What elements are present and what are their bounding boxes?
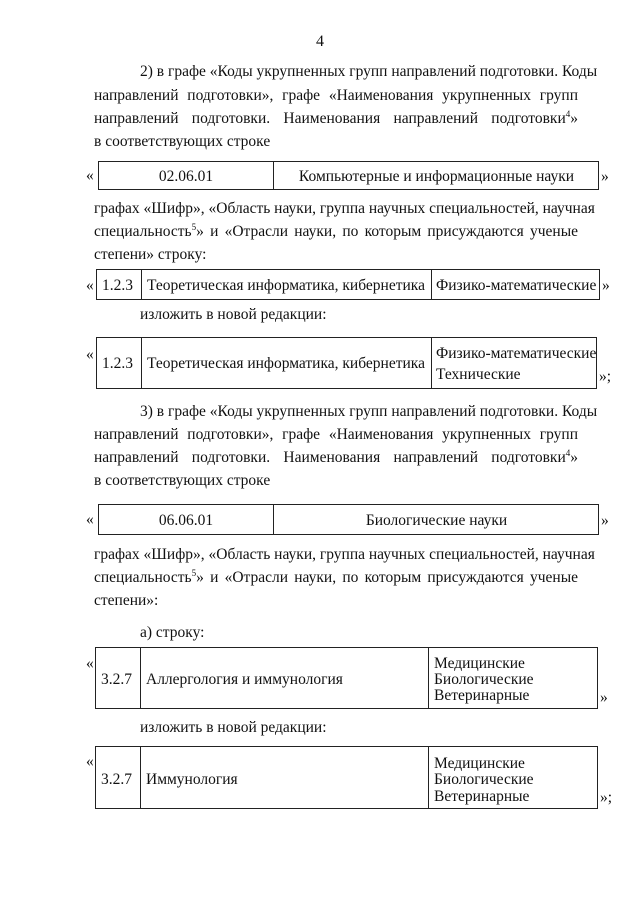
open-quote: « bbox=[86, 511, 94, 528]
item2-columns-line3: степени» строку: bbox=[94, 246, 207, 263]
item2-columns-line1: графах «Шифр», «Область науки, группа научных специальностей, научная bbox=[94, 200, 595, 217]
old-row-branch: Биологические bbox=[434, 671, 534, 688]
old-row-name: Теоретическая информатика, кибернетика bbox=[147, 277, 425, 294]
close-quote-semicolon: »; bbox=[599, 368, 612, 385]
row-code: 02.06.01 bbox=[158, 168, 214, 185]
page-number: 4 bbox=[316, 33, 324, 50]
item3-columns-line2: специальность$^5$» и «Отрасли науки, по которым присуждаются ученые bbox=[94, 567, 578, 586]
new-row-code: 1.2.3 bbox=[102, 355, 133, 372]
item3-intro-line1: 3) в графе «Коды укрупненных групп направлений подготовки. Коды bbox=[140, 403, 598, 420]
new-row-code: 3.2.7 bbox=[101, 771, 132, 788]
item3-intro-line2: направлений подготовки», графе «Наименования укрупненных групп bbox=[94, 426, 578, 443]
item3-columns-line1: графах «Шифр», «Область науки, группа научных специальностей, научная bbox=[94, 546, 595, 563]
new-row-branch: Медицинские bbox=[434, 755, 525, 772]
row-name: Биологические науки bbox=[365, 512, 508, 529]
old-row-code: 3.2.7 bbox=[101, 671, 132, 688]
close-quote: » bbox=[600, 689, 608, 706]
row-name: Компьютерные и информационные науки bbox=[298, 168, 575, 185]
footnote-ref: 4 bbox=[565, 108, 571, 119]
open-quote: « bbox=[86, 346, 94, 363]
footnote-ref: 5 bbox=[191, 567, 197, 578]
item3-intro-line4: в соответствующих строке bbox=[94, 472, 271, 489]
old-row-name: Аллергология и иммунология bbox=[146, 671, 343, 688]
old-row-table bbox=[96, 269, 600, 300]
item2-columns-line2: специальность$^5$» и «Отрасли науки, по которым присуждаются ученые bbox=[94, 221, 578, 240]
new-row-branch: Физико-математические bbox=[436, 345, 597, 362]
close-quote: » bbox=[601, 168, 609, 185]
old-row-branch: Медицинские bbox=[434, 655, 525, 672]
open-quote: « bbox=[86, 167, 94, 184]
item2-intro-line1: 2) в графе «Коды укрупненных групп направлений подготовки. Коды bbox=[140, 63, 598, 80]
new-row-name: Иммунология bbox=[146, 771, 238, 788]
open-quote: « bbox=[86, 277, 94, 294]
old-row-code: 1.2.3 bbox=[102, 277, 133, 294]
item3-columns-line3: степени»: bbox=[94, 592, 159, 609]
footnote-ref: 5 bbox=[191, 221, 197, 232]
code-row-table bbox=[98, 161, 599, 190]
close-quote-semicolon: »; bbox=[600, 789, 613, 806]
new-row-name: Теоретическая информатика, кибернетика bbox=[147, 355, 425, 372]
new-row-branch: Ветеринарные bbox=[434, 788, 530, 805]
item2-intro-line4: в соответствующих строке bbox=[94, 133, 271, 150]
old-row-branch: Физико-математические bbox=[436, 277, 597, 294]
item2-intro-line3: направлений подготовки. Наименования направлений подготовки$^4$» bbox=[94, 108, 578, 127]
close-quote: » bbox=[602, 277, 610, 294]
footnote-ref: 4 bbox=[565, 447, 571, 458]
new-row-branch: Биологические bbox=[434, 771, 534, 788]
open-quote: « bbox=[86, 655, 94, 672]
replace-text: изложить в новой редакции: bbox=[140, 306, 327, 323]
old-row-branch: Ветеринарные bbox=[434, 687, 530, 704]
row-code: 06.06.01 bbox=[158, 512, 214, 529]
new-row-branch: Технические bbox=[436, 366, 521, 383]
close-quote: » bbox=[601, 512, 609, 529]
sub-item-a: а) строку: bbox=[140, 624, 205, 641]
new-row-table bbox=[95, 746, 598, 809]
new-row-table bbox=[96, 337, 597, 389]
old-row-table bbox=[95, 647, 598, 709]
replace-text: изложить в новой редакции: bbox=[140, 719, 327, 736]
open-quote: « bbox=[86, 753, 94, 770]
code-row-table bbox=[98, 504, 599, 535]
item3-intro-line3: направлений подготовки. Наименования направлений подготовки$^4$» bbox=[94, 447, 578, 466]
item2-intro-line2: направлений подготовки», графе «Наименования укрупненных групп bbox=[94, 87, 578, 104]
